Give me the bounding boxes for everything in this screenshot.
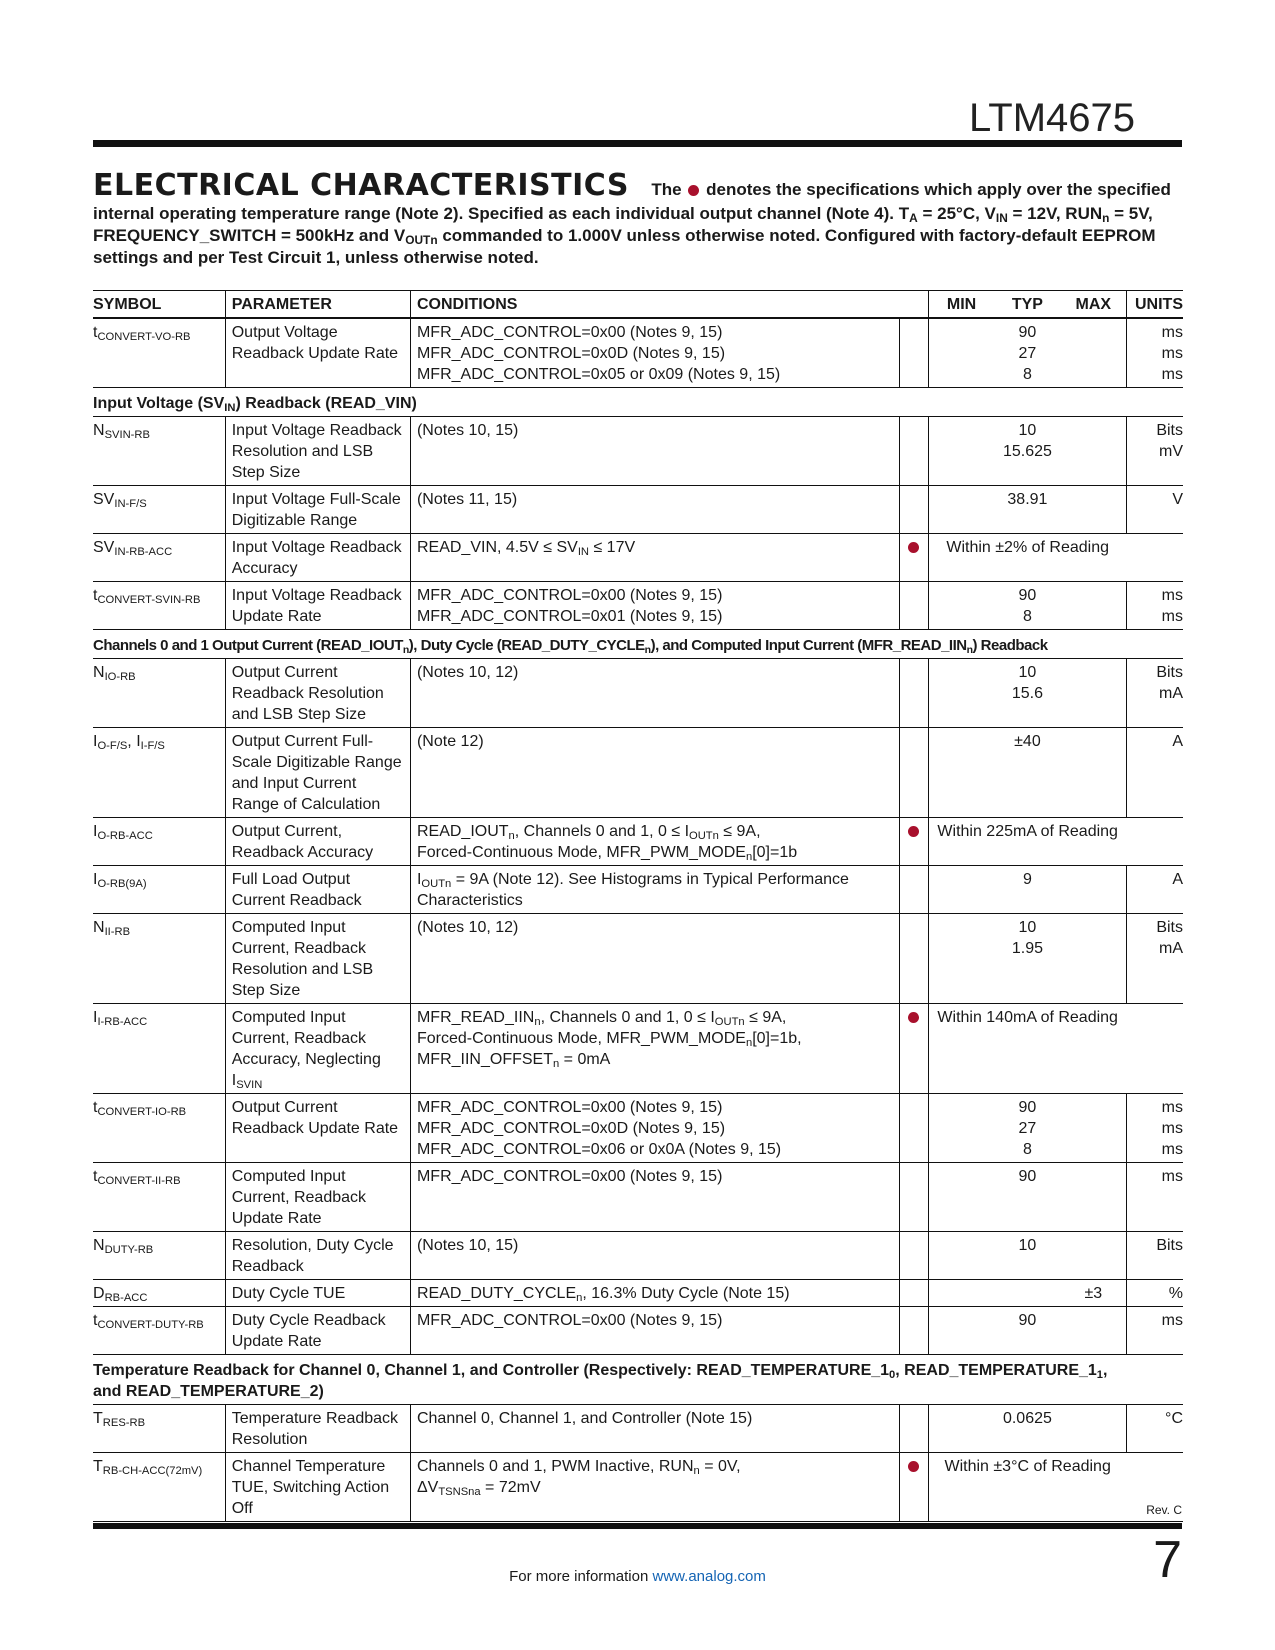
symbol-cell: $I_{O-RB-ACC}$	[93, 818, 225, 866]
symbol-cell: $D_{RB-ACC}$	[93, 1280, 225, 1307]
section-row	[93, 630, 1183, 659]
bullet-cell	[899, 486, 928, 534]
page-number: 7	[1153, 1531, 1182, 1589]
parameter-cell: Input Voltage Readback Update Rate	[225, 582, 410, 630]
conditions-cell: Channel 0, Channel 1, and Controller (Note 15)	[410, 1405, 899, 1453]
parameter-cell: Computed Input Current, Readback Accuracy, Neglecting $I_{SVIN}$	[225, 1004, 410, 1094]
symbol-cell: $T_{RES-RB}$	[93, 1405, 225, 1453]
conditions-cell: Channels 0 and 1, PWM Inactive, $RUN_n = 0V$, $\Delta V_{TSNSna} = 72mV$	[410, 1453, 899, 1522]
typ-cell: 9	[995, 866, 1061, 914]
typ-cell: 90	[995, 1307, 1061, 1355]
conditions-cell: (Notes 10, 12)	[410, 659, 899, 728]
max-cell	[1060, 1094, 1126, 1163]
units-cell: Bits mV	[1127, 417, 1183, 486]
table-row	[93, 1405, 1183, 1453]
min-cell	[928, 866, 994, 914]
bullet-cell	[899, 1280, 928, 1307]
units-cell: A	[1127, 728, 1183, 818]
min-cell	[928, 728, 994, 818]
symbol-cell: $T_{RB-CH-ACC(72mV)}$	[93, 1453, 225, 1522]
symbol-cell: $N_{DUTY-RB}$	[93, 1232, 225, 1280]
section-label: Channels 0 and 1 Output Current $(READ\_IOUT_n)$, Duty Cycle $(READ\_DUTY\_CYCLE_n)$, and Computed Input Current $(MFR\_READ\_IIN_n)$ Readback	[93, 630, 1183, 659]
symbol-cell: $I_{O-RB(9A)}$	[93, 866, 225, 914]
typ-cell: ±40	[995, 728, 1061, 818]
bullet-dot-icon	[908, 1461, 919, 1472]
typ-cell: 38.91	[995, 486, 1061, 534]
conditions-cell: (Notes 10, 15)	[410, 1232, 899, 1280]
footer	[0, 1568, 1275, 1585]
section-label: Temperature Readback for Channel 0, Channel 1, and Controller (Respectively: $READ\_TEMPERATURE\_1_0$, $READ\_TEMPERATURE\_1_1$, and READ_TEMPERATURE_2)	[93, 1355, 1183, 1405]
parameter-cell: Input Voltage Readback Resolution and LSB Step Size	[225, 417, 410, 486]
max-cell	[1060, 1405, 1126, 1453]
parameter-cell: Duty Cycle Readback Update Rate	[225, 1307, 410, 1355]
header-typ: TYP	[995, 291, 1061, 319]
max-cell	[1060, 866, 1126, 914]
units-cell: Bits mA	[1127, 914, 1183, 1004]
bullet-cell	[899, 866, 928, 914]
bottom-rule	[93, 1523, 1182, 1529]
units-cell	[1127, 818, 1183, 866]
max-cell: ±3	[1060, 1280, 1126, 1307]
header-conditions: CONDITIONS	[410, 291, 928, 319]
header-max: MAX	[1060, 291, 1126, 319]
conditions-cell: MFR_ADC_CONTROL=0x00 (Notes 9, 15)	[410, 1307, 899, 1355]
units-cell	[1127, 1004, 1183, 1094]
max-cell	[1060, 1232, 1126, 1280]
within-cell: Within 140mA of Reading	[928, 1004, 1127, 1094]
conditions-cell: $MFR\_READ\_IIN_n$, Channels 0 and 1, $0 \le I_{OUTn} \le 9A$, Forced-Continuous Mode, $MFR\_PWM\_MODE_n[0]=1b$, $MFR\_IIN\_OFFSET_n = 0mA$	[410, 1004, 899, 1094]
table-row	[93, 417, 1183, 486]
header-units: UNITS	[1127, 291, 1183, 319]
min-cell	[928, 486, 994, 534]
header-parameter: PARAMETER	[225, 291, 410, 319]
table-row	[93, 486, 1183, 534]
conditions-cell: $READ\_DUTY\_CYCLE_n$, 16.3% Duty Cycle (Note 15)	[410, 1280, 899, 1307]
top-rule	[93, 140, 1182, 147]
max-cell	[1060, 1163, 1126, 1232]
section-row	[93, 388, 1183, 417]
min-cell	[928, 1280, 994, 1307]
bullet-cell	[899, 818, 928, 866]
typ-cell: 0.0625	[995, 1405, 1061, 1453]
conditions-cell: MFR_ADC_CONTROL=0x00 (Notes 9, 15) MFR_ADC_CONTROL=0x0D (Notes 9, 15) MFR_ADC_CONTROL=0x06 or 0x0A (Notes 9, 15)	[410, 1094, 899, 1163]
bullet-cell	[899, 1004, 928, 1094]
table-row	[93, 1232, 1183, 1280]
table-row	[93, 866, 1183, 914]
within-cell: Within ±2% of Reading	[928, 534, 1127, 582]
max-cell	[1060, 582, 1126, 630]
table-row	[93, 914, 1183, 1004]
symbol-cell: $t_{CONVERT-II-RB}$	[93, 1163, 225, 1232]
units-cell: ms	[1127, 1163, 1183, 1232]
parameter-cell: Input Voltage Readback Accuracy	[225, 534, 410, 582]
symbol-cell: $N_{IO-RB}$	[93, 659, 225, 728]
units-cell: A	[1127, 866, 1183, 914]
bullet-dot-icon	[908, 1012, 919, 1023]
parameter-cell: Resolution, Duty Cycle Readback	[225, 1232, 410, 1280]
bullet-dot-icon	[688, 185, 699, 196]
table-row	[93, 1307, 1183, 1355]
min-cell	[928, 1307, 994, 1355]
bullet-cell	[899, 1232, 928, 1280]
section-heading	[93, 168, 1182, 269]
min-cell	[928, 582, 994, 630]
min-cell	[928, 417, 994, 486]
min-cell	[928, 318, 994, 388]
min-cell	[928, 1163, 994, 1232]
parameter-cell: Temperature Readback Resolution	[225, 1405, 410, 1453]
parameter-cell: Output Voltage Readback Update Rate	[225, 318, 410, 388]
footer-text: For more information	[509, 1568, 653, 1585]
symbol-cell: $t_{CONVERT-VO-RB}$	[93, 318, 225, 388]
units-cell: ms ms ms	[1127, 1094, 1183, 1163]
units-cell: %	[1127, 1280, 1183, 1307]
min-cell	[928, 1232, 994, 1280]
units-cell: Bits mA	[1127, 659, 1183, 728]
conditions-cell: READ_VIN, $4.5V \le SV_{IN} \le 17V$	[410, 534, 899, 582]
table-header-row	[93, 291, 1183, 319]
symbol-cell: $I_{O-F/S}$, $I_{I-F/S}$	[93, 728, 225, 818]
parameter-cell: Channel Temperature TUE, Switching Action Off	[225, 1453, 410, 1522]
section-intro: The denotes the specifications which apply over the specified internal operating temperature range (Note 2). Specified as each individual output channel (Note 4). $T_A = 25^\circ C$, $V_{IN} = 12V$, $RUN_n = 5V$, FREQUENCY_SWITCH = 500kHz and $V_{OUTn}$ commanded to 1.000V unless otherwise noted. Configured with factory-default EEPROM settings and per Test Circuit 1, unless otherwise noted.	[93, 180, 1171, 267]
conditions-cell: MFR_ADC_CONTROL=0x00 (Notes 9, 15)	[410, 1163, 899, 1232]
conditions-cell: (Note 12)	[410, 728, 899, 818]
typ-cell: 90 27 8	[995, 1094, 1061, 1163]
units-cell: ms	[1127, 1307, 1183, 1355]
bullet-cell	[899, 914, 928, 1004]
typ-cell: 10 1.95	[995, 914, 1061, 1004]
section-row	[93, 1355, 1183, 1405]
parameter-cell: Duty Cycle TUE	[225, 1280, 410, 1307]
bullet-cell	[899, 318, 928, 388]
bullet-dot-icon	[908, 826, 919, 837]
conditions-cell: MFR_ADC_CONTROL=0x00 (Notes 9, 15) MFR_ADC_CONTROL=0x0D (Notes 9, 15) MFR_ADC_CONTROL=0x05 or 0x09 (Notes 9, 15)	[410, 318, 899, 388]
table-row	[93, 659, 1183, 728]
parameter-cell: Output Current, Readback Accuracy	[225, 818, 410, 866]
part-number: LTM4675	[968, 96, 1135, 140]
table-row	[93, 1453, 1183, 1522]
conditions-cell: $I_{OUTn} = 9A$ (Note 12). See Histograms in Typical Performance Characteristics	[410, 866, 899, 914]
max-cell	[1060, 1307, 1126, 1355]
table-row	[93, 582, 1183, 630]
units-cell: Bits	[1127, 1232, 1183, 1280]
symbol-cell: $t_{CONVERT-SVIN-RB}$	[93, 582, 225, 630]
revision-label: Rev. C	[1146, 1503, 1182, 1517]
min-cell	[928, 1094, 994, 1163]
table-row	[93, 318, 1183, 388]
table-row	[93, 728, 1183, 818]
typ-cell	[995, 1280, 1061, 1307]
symbol-cell: $SV_{IN-RB-ACC}$	[93, 534, 225, 582]
conditions-cell: (Notes 11, 15)	[410, 486, 899, 534]
header-min: MIN	[928, 291, 994, 319]
conditions-cell: (Notes 10, 15)	[410, 417, 899, 486]
symbol-cell: $SV_{IN-F/S}$	[93, 486, 225, 534]
table-row	[93, 1280, 1183, 1307]
min-cell	[928, 659, 994, 728]
header-symbol: SYMBOL	[93, 291, 225, 319]
parameter-cell: Computed Input Current, Readback Resolution and LSB Step Size	[225, 914, 410, 1004]
symbol-cell: $N_{SVIN-RB}$	[93, 417, 225, 486]
bullet-cell	[899, 1094, 928, 1163]
bullet-cell	[899, 728, 928, 818]
typ-cell: 90	[995, 1163, 1061, 1232]
bullet-cell	[899, 1405, 928, 1453]
bullet-cell	[899, 1453, 928, 1522]
units-cell: °C	[1127, 1405, 1183, 1453]
bullet-cell	[899, 1163, 928, 1232]
typ-cell: 90 27 8	[995, 318, 1061, 388]
units-cell: ms ms ms	[1127, 318, 1183, 388]
section-title: ELECTRICAL CHARACTERISTICS	[93, 168, 629, 203]
conditions-cell: MFR_ADC_CONTROL=0x00 (Notes 9, 15) MFR_ADC_CONTROL=0x01 (Notes 9, 15)	[410, 582, 899, 630]
units-cell: ms ms	[1127, 582, 1183, 630]
bullet-cell	[899, 417, 928, 486]
typ-cell: 90 8	[995, 582, 1061, 630]
max-cell	[1060, 728, 1126, 818]
parameter-cell: Computed Input Current, Readback Update Rate	[225, 1163, 410, 1232]
symbol-cell: $N_{II-RB}$	[93, 914, 225, 1004]
symbol-cell: $t_{CONVERT-DUTY-RB}$	[93, 1307, 225, 1355]
parameter-cell: Output Current Readback Resolution and LSB Step Size	[225, 659, 410, 728]
parameter-cell: Output Current Full-Scale Digitizable Range and Input Current Range of Calculation	[225, 728, 410, 818]
section-label: Input Voltage $(SV_{IN})$ Readback (READ_VIN)	[93, 388, 1183, 417]
conditions-cell: (Notes 10, 12)	[410, 914, 899, 1004]
table-row	[93, 1004, 1183, 1094]
max-cell	[1060, 318, 1126, 388]
symbol-cell: $I_{I-RB-ACC}$	[93, 1004, 225, 1094]
within-cell: Within ±3°C of Reading	[928, 1453, 1127, 1522]
max-cell	[1060, 417, 1126, 486]
units-cell	[1127, 534, 1183, 582]
conditions-cell: $READ\_IOUT_n$, Channels 0 and 1, $0 \le I_{OUTn} \le 9A$, Forced-Continuous Mode, $MFR\_PWM\_MODE_n[0]=1b$	[410, 818, 899, 866]
bullet-cell	[899, 1307, 928, 1355]
bullet-dot-icon	[908, 542, 919, 553]
typ-cell: 10 15.6	[995, 659, 1061, 728]
bullet-cell	[899, 582, 928, 630]
typ-cell: 10 15.625	[995, 417, 1061, 486]
table-row	[93, 534, 1183, 582]
bullet-cell	[899, 659, 928, 728]
parameter-cell: Output Current Readback Update Rate	[225, 1094, 410, 1163]
table-row	[93, 1163, 1183, 1232]
max-cell	[1060, 914, 1126, 1004]
website-link[interactable]: www.analog.com	[652, 1568, 766, 1585]
typ-cell: 10	[995, 1232, 1061, 1280]
table-row	[93, 1094, 1183, 1163]
max-cell	[1060, 486, 1126, 534]
parameter-cell: Full Load Output Current Readback	[225, 866, 410, 914]
symbol-cell: $t_{CONVERT-IO-RB}$	[93, 1094, 225, 1163]
max-cell	[1060, 659, 1126, 728]
bullet-cell	[899, 534, 928, 582]
within-cell: Within 225mA of Reading	[928, 818, 1127, 866]
electrical-characteristics-table	[93, 290, 1183, 1522]
min-cell	[928, 914, 994, 1004]
parameter-cell: Input Voltage Full-Scale Digitizable Range	[225, 486, 410, 534]
units-cell: V	[1127, 486, 1183, 534]
min-cell	[928, 1405, 994, 1453]
table-row	[93, 818, 1183, 866]
